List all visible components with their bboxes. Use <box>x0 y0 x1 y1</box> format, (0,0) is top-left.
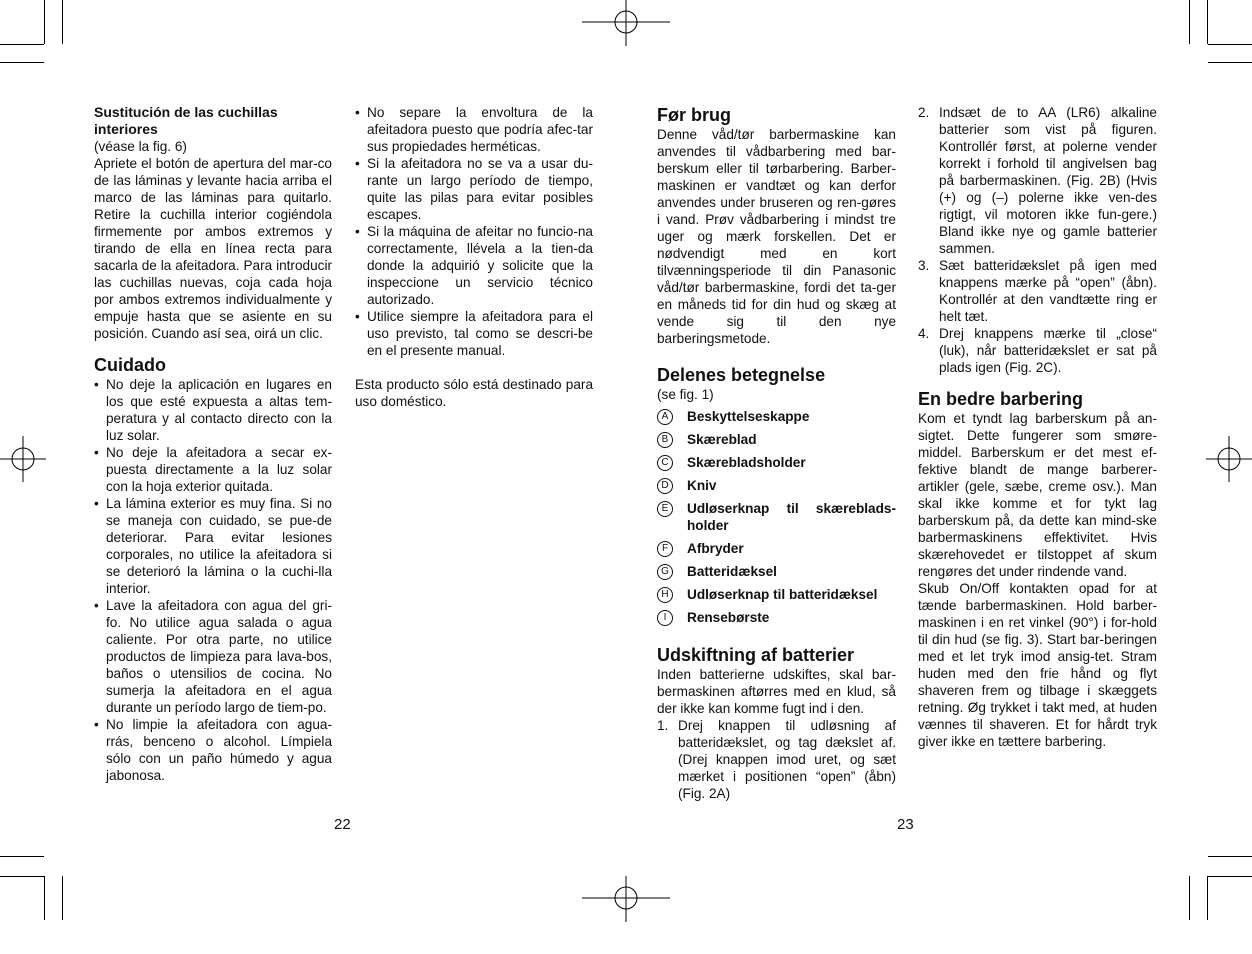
list-item: 3. Sæt batteridækslet på igen med knappens mærke på “open” (åbn). Kontrollér at den vandtætte ring er helt tæt. <box>918 258 1157 324</box>
list-item: B Skæreblad <box>657 431 896 448</box>
letter-b-icon: B <box>657 432 673 448</box>
letter-c-icon: C <box>657 455 673 471</box>
letter-e-icon: E <box>657 501 673 517</box>
list-item: 2. Indsæt de to AA (LR6) alkaline batterier som vist på figuren. Kontrollér først, at polerne vender korrekt i forhold til angivelsen bag på barbermaskinen. (Fig. 2B) (Hvis (+) og (–) polerne ikke ven-des rigtigt, vil motoren ikke fun-gere.) Bland ikke nye og gamle batterier sammen. <box>918 105 1157 256</box>
list-item: 1. Drej knappen til udløsning af batteridækslet, og tag dækslet af. (Drej knappen imod uret, og sæt mærket i positionen “open” (åbn) (Fig. 2A) <box>657 718 896 801</box>
section-body: Denne våd/tør barbermaskine kan anvendes til vådbarbering med bar-berskum eller til tørbarbering. Barber-maskinen er vandtæt og kan derfor anvendes under bruseren og ren-gøres i vand. Prøv vådbarbering i mindst tre uger og mærk forskellen. Det er nødvendigt med en kort tilvænningsperiode til din Panasonic våd/tør barbermaskine, fordi det ta-ger en måneds tid for din hud og skæg at vende sig til den nye barberingsmetode. <box>657 127 896 346</box>
list-item: H Udløserknap til batteridæksel <box>657 586 896 603</box>
list-item: • Si la afeitadora no se va a usar du-rante un largo período de tiempo, quite las pilas para evitar posibles escapes. <box>355 155 593 223</box>
right-page-column-2 <box>918 104 1157 750</box>
page-number: 23 <box>897 816 914 833</box>
section-body: Kom et tyndt lag barberskum på an-sigtet. Dette fungerer som smøre-middel. Barberskum er det mest ef-fektive blandt de mange barberer-artikler (gele, sæbe, creme osv.). Man skal ikke komme et for tykt lag barberskum på, da dette kan mind-ske barbermaskinens effektivitet. Hvis skærehovedet er tilstoppet af skum rengøres det under rindende vand. <box>918 411 1157 579</box>
list-item: F Afbryder <box>657 540 896 557</box>
section-title: Cuidado <box>94 355 166 375</box>
letter-d-icon: D <box>657 478 673 494</box>
section-title: Sustitución de las cuchillas interiores <box>94 104 278 137</box>
section-title: Udskiftning af batterier <box>657 645 855 665</box>
list-item: • La lámina exterior es muy fina. Si no se maneja con cuidado, se pue-de deteriorar. Para evitar lesiones corporales, no utilice la afeitadora si se deterioró la lámina o la cuchi-lla interior. <box>94 495 332 597</box>
list-item: E Udløserknap til skæreblads-holder <box>657 500 896 534</box>
letter-f-icon: F <box>657 541 673 557</box>
list-item: 4. Drej knappens mærke til „close“ (luk), når batteridækslet er sat på plads igen (Fig. 2C). <box>918 326 1157 375</box>
page-number: 22 <box>334 816 351 833</box>
registration-mark-bottom-icon <box>582 876 670 922</box>
list-item: • No limpie la afeitadora con agua-rrás, benceno o alcohol. Límpiela sólo con un paño húmedo y agua jabonosa. <box>94 716 332 784</box>
list-item: • No separe la envoltura de la afeitadora puesto que podría afec-tar sus propiedades herméticas. <box>355 104 593 155</box>
letter-g-icon: G <box>657 564 673 580</box>
caution-list <box>94 376 332 784</box>
registration-mark-top-icon <box>582 0 670 46</box>
domestic-use-note: Esta producto sólo está destinado para uso doméstico. <box>355 377 593 409</box>
list-item: D Kniv <box>657 477 896 494</box>
list-item: A Beskyttelseskappe <box>657 408 896 425</box>
letter-h-icon: H <box>657 587 673 603</box>
section-title: En bedre barbering <box>918 389 1084 409</box>
section-title: Delenes betegnelse <box>657 365 826 385</box>
letter-a-icon: A <box>657 409 673 425</box>
list-item: • Utilice siempre la afeitadora para el uso previsto, tal como se descri-be en el presente manual. <box>355 308 593 359</box>
letter-i-icon: I <box>657 610 673 626</box>
section-body: Skub On/Off kontakten opad for at tænde barbermaskinen. Hold barber-maskinen i en ret vinkel (90°) i for-hold til din hud (se fig. 3). Start bar-beringen med et let tryk imod ansig-tet. Stram huden med den frie hånd og flyt shaveren frem og tilbage i skæggets retning. Øg trykket i takt med, at huden vænnes til shaveren. Et for hårdt tryk giver ikke en tættere barbering. <box>918 581 1157 749</box>
caution-list-continued <box>355 104 593 359</box>
section-title: Før brug <box>657 105 731 125</box>
parts-list <box>657 408 896 626</box>
list-item: • No deje la aplicación en lugares en los que esté expuesta a altas tem-peratura y al contacto directo con la luz solar. <box>94 376 332 444</box>
steps-list-continued <box>918 104 1157 376</box>
left-page-column-2 <box>355 104 593 410</box>
registration-mark-left-icon <box>0 436 46 482</box>
registration-mark-right-icon <box>1206 436 1252 482</box>
left-page-column-1 <box>94 104 332 784</box>
section-body: Inden batterierne udskiftes, skal bar-bermaskinen aftørres med en klud, så der ikke kan komme fugt ind i den. <box>657 667 896 716</box>
list-item: • Lave la afeitadora con agua del gri-fo. No utilice agua salada o agua caliente. Por otra parte, no utilice productos de limpieza para lava-bos, baños o utensilios de cocina. No sumerja la afeitadora en el agua durante un período largo de tiem-po. <box>94 597 332 716</box>
list-item: • No deje la afeitadora a secar ex-puesta directamente a la luz solar con la hoja exterior quitada. <box>94 444 332 495</box>
list-item: • Si la máquina de afeitar no funcio-na correctamente, llévela a la tien-da donde la adquirió y solicite que la inspeccione un servicio técnico autorizado. <box>355 223 593 308</box>
figure-reference: (se fig. 1) <box>657 387 714 402</box>
steps-list <box>657 717 896 802</box>
list-item: G Batteridæksel <box>657 563 896 580</box>
list-item: C Skærebladsholder <box>657 454 896 471</box>
figure-reference: (véase la fig. 6) <box>94 139 187 154</box>
right-page-column-1 <box>657 104 896 802</box>
section-body: Apriete el botón de apertura del mar-co de las láminas y levante hacia arriba el marco de las láminas para quitarlo. Retire la cuchilla interior cogiéndola firmemente por ambos extremos y tirando de ella en línea recta para sacarla de la afeitadora. Para introducir las cuchillas nuevas, coja cada hoja por ambos extremos individualmente y empuje hasta que se asiente en su posición. Cuando así sea, oirá un clic. <box>94 156 332 341</box>
list-item: I Rensebørste <box>657 609 896 626</box>
